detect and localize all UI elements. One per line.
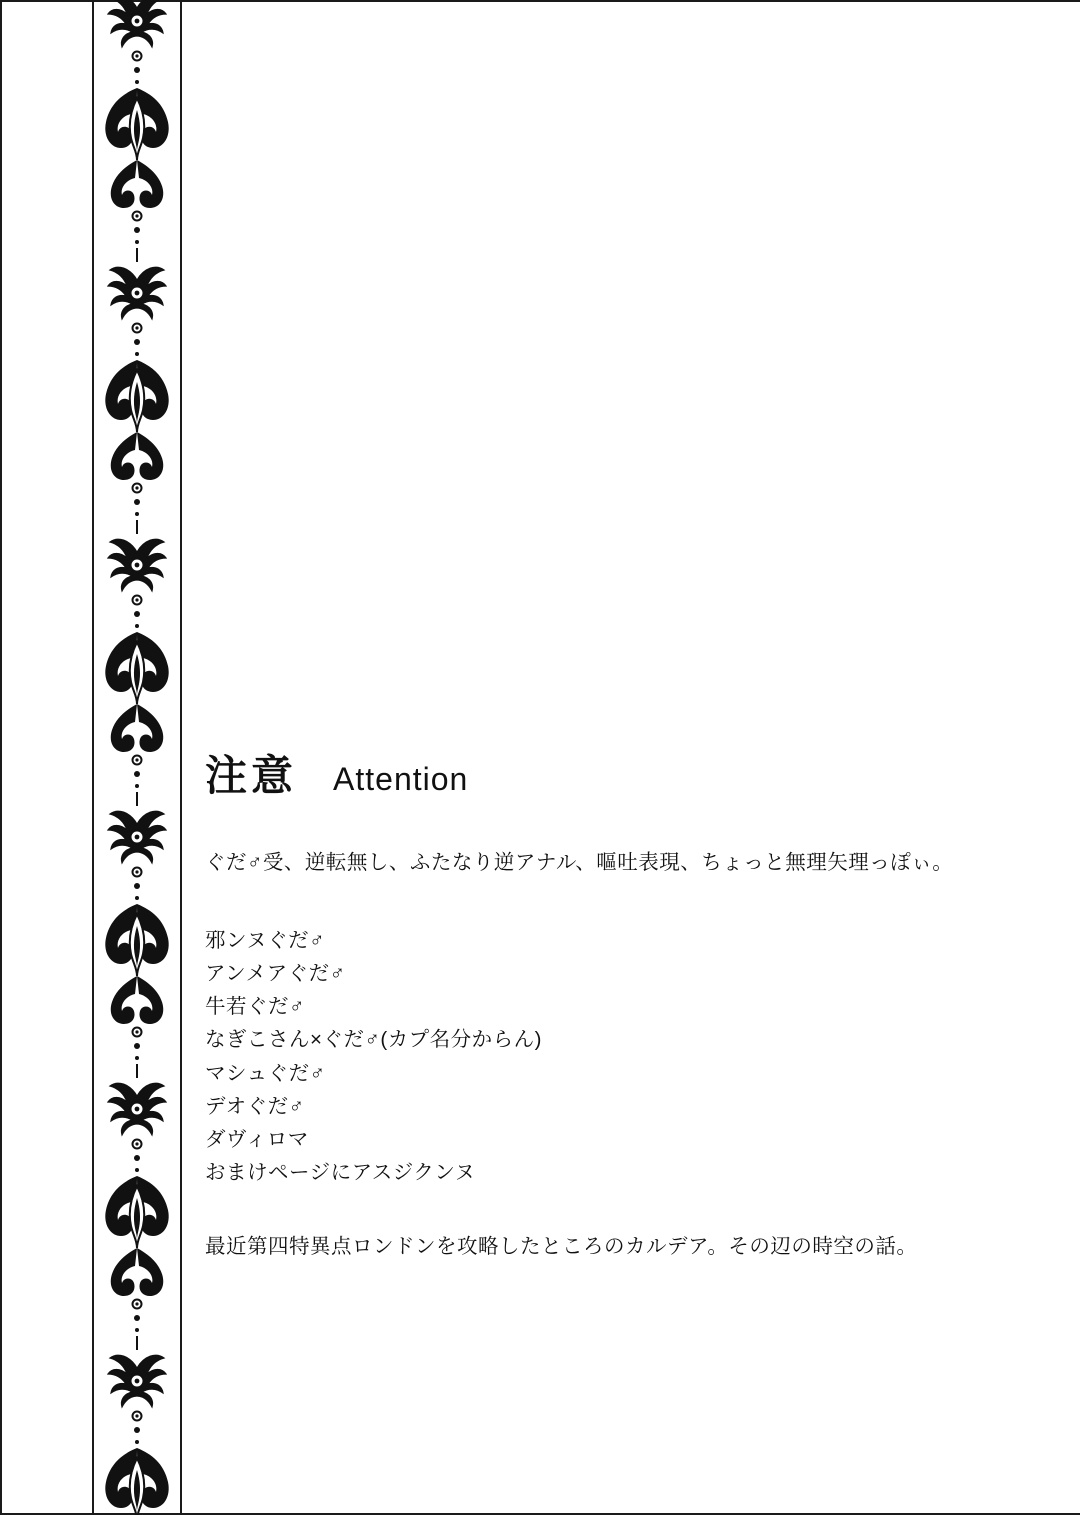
content-warning-line: ぐだ♂受、逆転無し、ふたなり逆アナル、嘔吐表現、ちょっと無理矢理っぽぃ。 (205, 851, 954, 874)
list-item: デオぐだ♂ (205, 1094, 305, 1118)
attention-section (205, 752, 1005, 1283)
list-item: 邪ンヌぐだ♂ (205, 928, 326, 952)
list-item: マシュぐだ♂ (205, 1061, 326, 1085)
section-heading (205, 752, 1005, 799)
floral-ornament-icon (92, 0, 182, 1515)
list-item: アンメアぐだ♂ (205, 961, 346, 985)
pairing-tag-list (205, 924, 1005, 1190)
list-item: ダヴィロマ (205, 1127, 309, 1151)
heading-english: Attention (333, 761, 469, 797)
heading-japanese: 注意 (205, 752, 298, 799)
setting-note: 最近第四特異点ロンドンを攻略したところのカルデア。その辺の時空の話。 (205, 1235, 918, 1259)
list-item: おまけページにアスジクンヌ (205, 1161, 476, 1185)
list-item: なぎこさん×ぐだ♂(カプ名分からん) (205, 1028, 542, 1052)
list-item: 牛若ぐだ♂ (205, 995, 305, 1019)
